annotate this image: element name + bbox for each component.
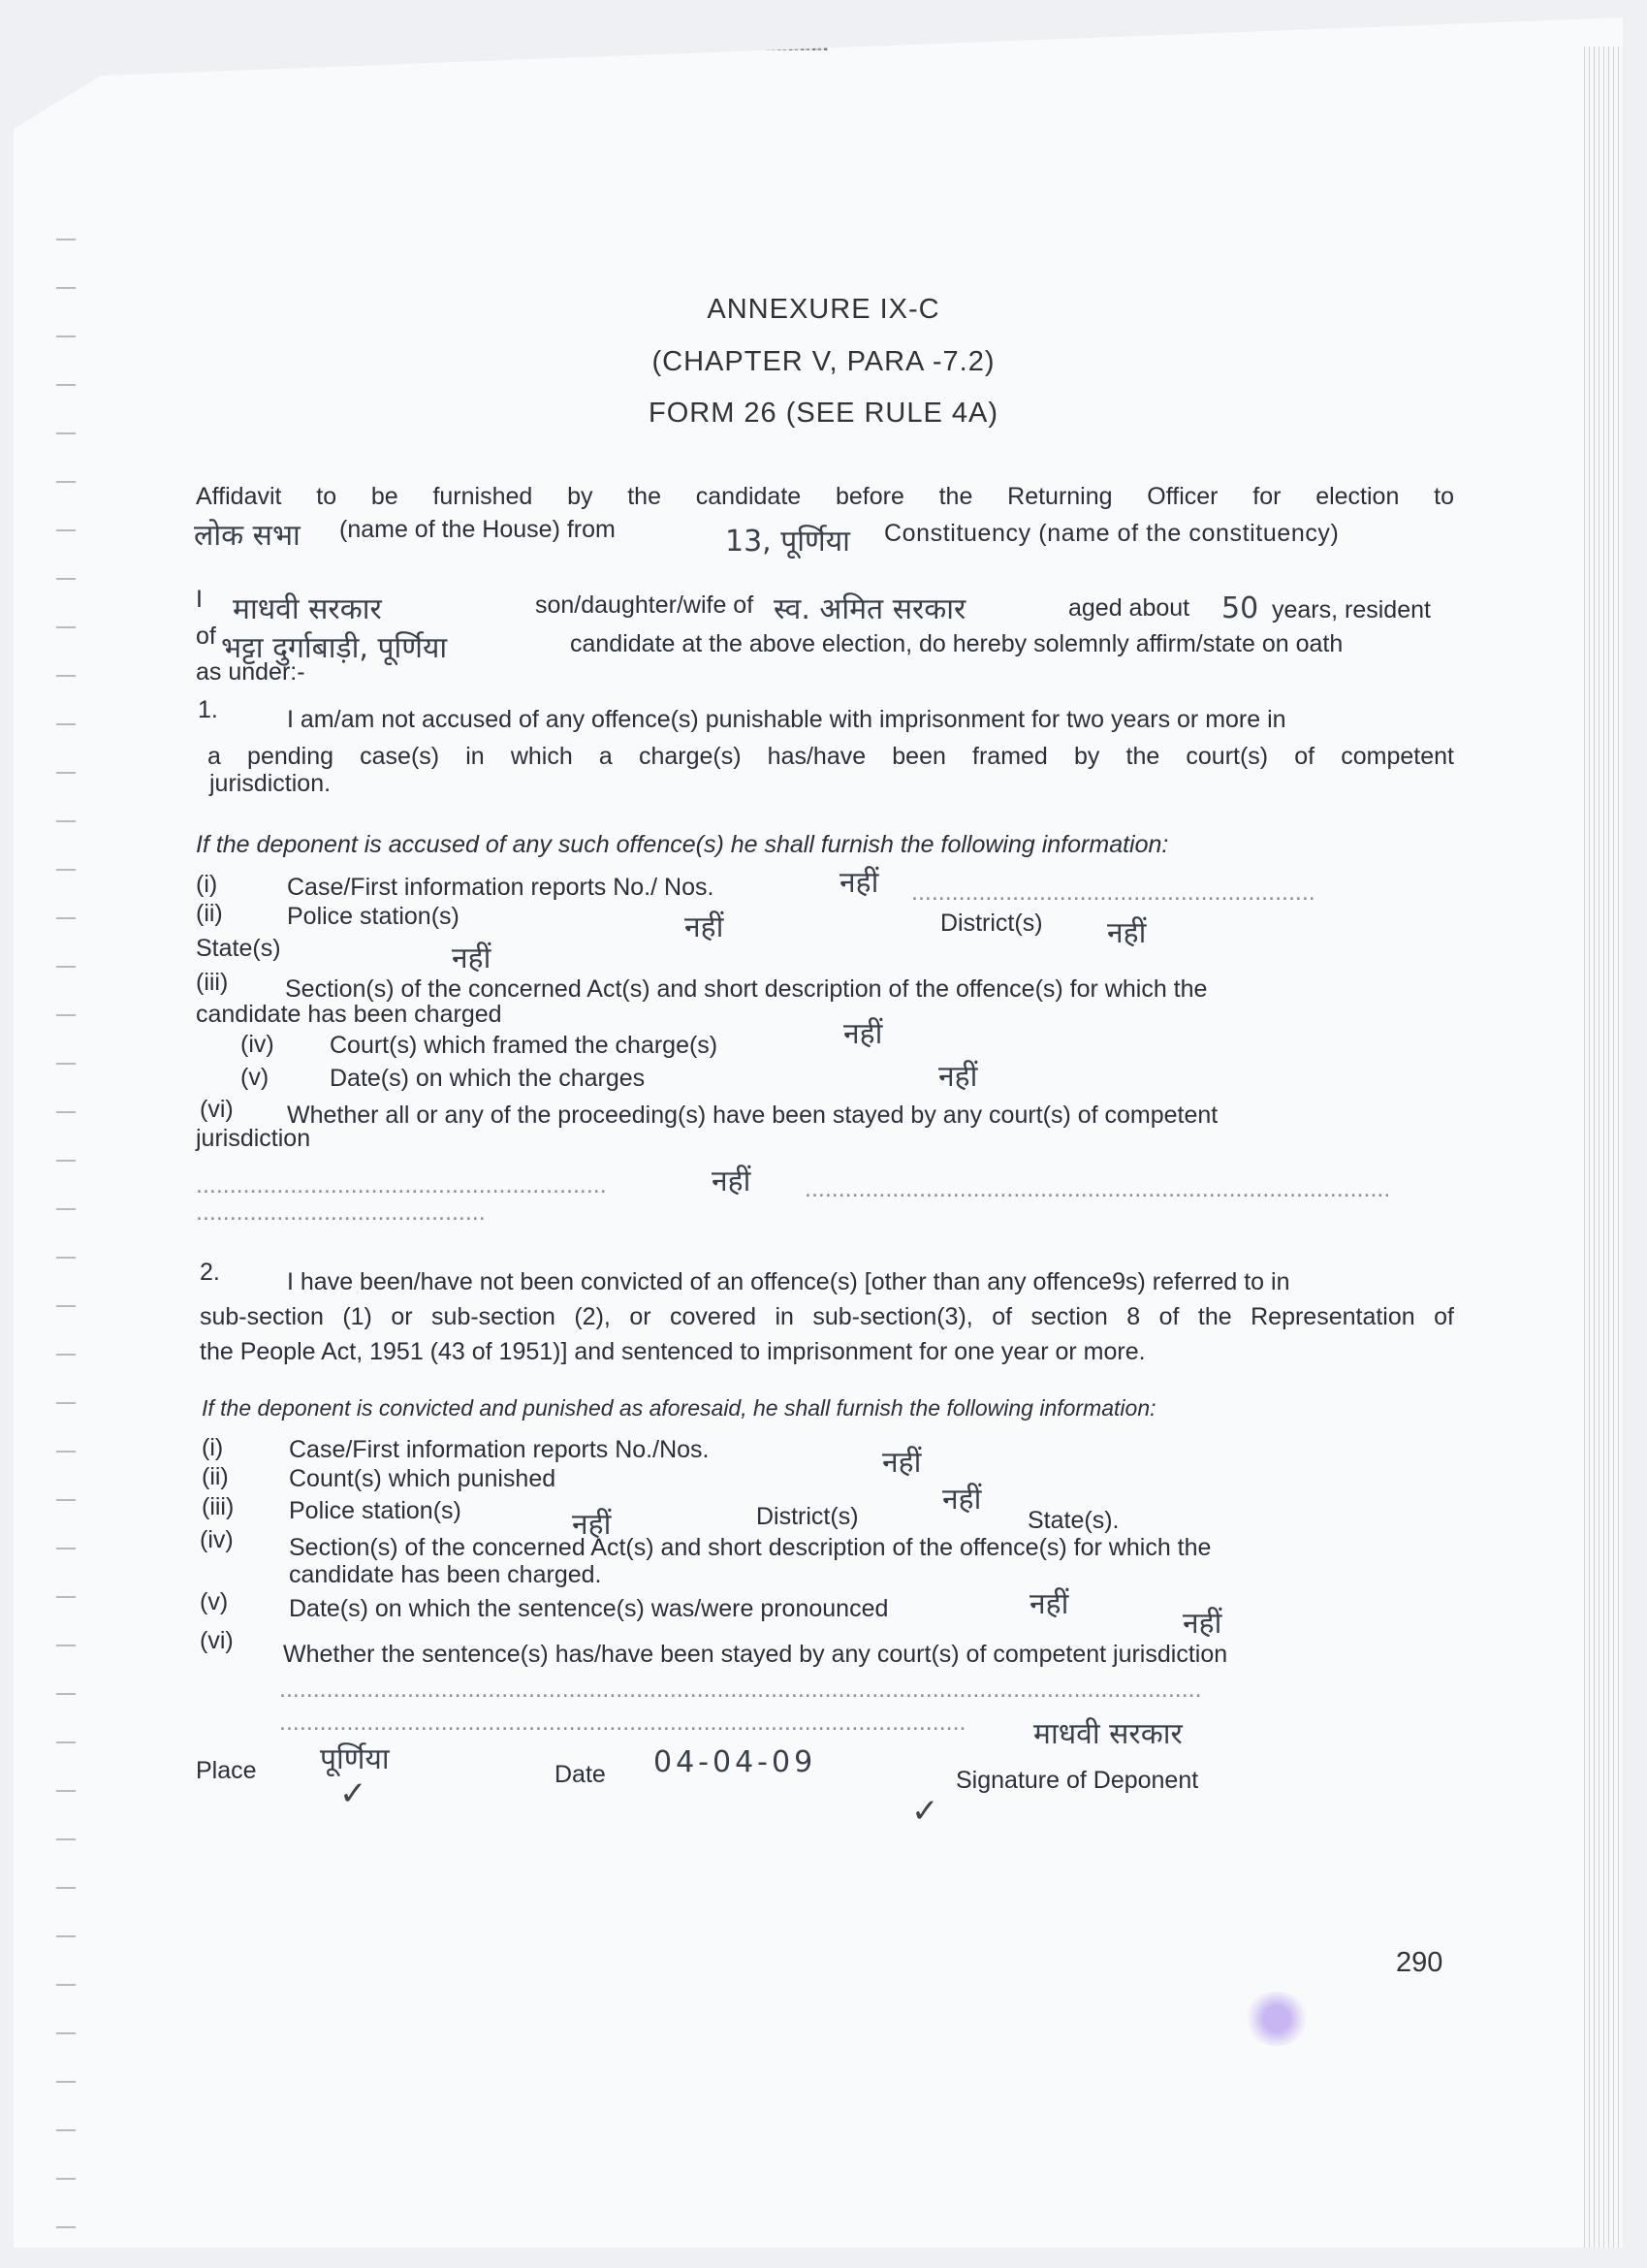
- s2-i-label: Case/First information reports No./Nos.: [289, 1436, 710, 1463]
- s2-ii-label: Count(s) which punished: [289, 1465, 556, 1492]
- deponent-aged: aged about: [1068, 594, 1190, 622]
- s2-v-label: Date(s) on which the sentence(s) was/were pronounced: [289, 1595, 889, 1622]
- annexure-title: ANNEXURE IX-C: [707, 294, 940, 325]
- margin-marks: [56, 192, 76, 2228]
- s2-iii-label: Police station(s): [289, 1497, 461, 1524]
- s2-iii-district: District(s): [756, 1503, 859, 1530]
- s2-iv-label: Section(s) of the concerned Act(s) and short description of the offence(s) for which the: [289, 1534, 1212, 1561]
- s1-ii-district-label: District(s): [940, 910, 1043, 937]
- date-label: Date: [554, 1761, 606, 1788]
- s2-i-number: (i): [202, 1434, 224, 1461]
- intro-line-2b: Constituency (name of the constituency): [884, 520, 1340, 547]
- date-handwritten: 04-04-09: [653, 1745, 817, 1779]
- section-1-line-2: a pending case(s) in which a charge(s) has/have been framed by the court(s) of competent: [207, 743, 1454, 770]
- s2-i-answer: नहीं: [882, 1446, 922, 1480]
- s2-iii-number: (iii): [202, 1493, 235, 1520]
- section-1-line-1: I am/am not accused of any offence(s) punishable with imprisonment for two years or more in: [287, 706, 1286, 733]
- s2-iii-answer: नहीं: [572, 1508, 612, 1542]
- ink-stamp-mark: [1243, 1992, 1311, 2046]
- s1-iii-label: Section(s) of the concerned Act(s) and short description of the offence(s) for which the: [285, 975, 1208, 1003]
- s2-vi-dots-2: ......................................................................................................: [279, 1709, 966, 1736]
- scan-artifact-bar: [266, 29, 828, 50]
- place-handwritten: पूर्णिया: [320, 1742, 390, 1776]
- address-handwritten: भट्टा दुर्गाबाड़ी, पूर्णिया: [221, 631, 448, 665]
- s2-vi-dots-1: .........................................................................................................................................: [279, 1676, 1202, 1703]
- section-2-line-1: I have been/have not been convicted of an offence(s) [other than any offence9s) referred to in: [287, 1268, 1290, 1295]
- check-mark-icon-2: ✓: [911, 1793, 939, 1830]
- s1-vi-dots-1: .............................................................: [196, 1171, 607, 1198]
- deponent-candidate-text: candidate at the above election, do hereby solemnly affirm/state on oath: [570, 630, 1344, 657]
- s1-vi-answer: नहीं: [712, 1165, 751, 1198]
- section-2-line-2: sub-section (1) or sub-section (2), or covered in sub-section(3), of section 8 of the Representation of: [200, 1303, 1454, 1330]
- s1-i-number: (i): [196, 871, 218, 898]
- s1-ii-label: Police station(s): [287, 903, 459, 930]
- s2-ii-answer: नहीं: [942, 1483, 982, 1517]
- section-2-instruction: If the deponent is convicted and punished as aforesaid, he shall furnish the following information:: [202, 1395, 1156, 1421]
- s2-v-number: (v): [200, 1588, 229, 1615]
- s1-vi-label: Whether all or any of the proceeding(s) have been stayed by any court(s) of competent: [287, 1102, 1219, 1129]
- age-handwritten: 50: [1221, 591, 1259, 625]
- s2-iii-state: State(s).: [1028, 1507, 1120, 1534]
- section-1-number: 1.: [198, 696, 218, 723]
- s1-state-answer: नहीं: [452, 942, 491, 975]
- deponent-years: years, resident: [1272, 596, 1431, 623]
- section-1-instruction: If the deponent is accused of any such offence(s) he shall furnish the following information:: [196, 831, 1169, 858]
- s1-i-label: Case/First information reports No./ Nos.: [287, 874, 714, 901]
- intro-line-1: Affidavit to be furnished by the candidate before the Returning Officer for election to: [196, 483, 1454, 510]
- constituency-handwritten: 13, पूर्णिया: [725, 525, 850, 559]
- s2-vi-label: Whether the sentence(s) has/have been stayed by any court(s) of competent jurisdiction: [283, 1641, 1228, 1668]
- s1-vi-cont: jurisdiction: [196, 1125, 311, 1152]
- father-name-handwritten: स्व. अमित सरकार: [774, 592, 966, 626]
- chapter-title: (CHAPTER V, PARA -7.2): [651, 346, 996, 377]
- s1-v-label: Date(s) on which the charges: [330, 1065, 646, 1092]
- page-number: 290: [1396, 1947, 1443, 1978]
- signature-label: Signature of Deponent: [956, 1767, 1199, 1794]
- form-title: FORM 26 (SEE RULE 4A): [648, 398, 999, 429]
- s1-iv-label: Court(s) which framed the charge(s): [330, 1032, 718, 1059]
- s2-iv-number: (iv): [200, 1526, 234, 1553]
- s1-vi-dots-3: ...........................................: [196, 1198, 486, 1226]
- s1-iii-cont: candidate has been charged: [196, 1001, 502, 1028]
- check-mark-icon: ✓: [339, 1775, 367, 1812]
- s2-ii-number: (ii): [202, 1463, 229, 1490]
- s1-ii-number: (ii): [196, 900, 223, 927]
- s1-v-number: (v): [240, 1064, 269, 1091]
- s1-iv-answer: नहीं: [843, 1017, 883, 1051]
- deponent-name-handwritten: माधवी सरकार: [233, 592, 382, 626]
- s1-ii-answer: नहीं: [684, 910, 724, 944]
- place-label: Place: [196, 1757, 257, 1784]
- s1-v-answer: नहीं: [938, 1060, 978, 1094]
- deponent-of: of: [196, 623, 216, 650]
- s2-vi-answer: नहीं: [1183, 1607, 1222, 1641]
- s2-v-answer: नहीं: [1029, 1587, 1069, 1621]
- s2-iv-cont: candidate has been charged.: [289, 1561, 602, 1588]
- s1-ii-district-answer: नहीं: [1107, 916, 1147, 950]
- section-2-line-3: the People Act, 1951 (43 of 1951)] and sentenced to imprisonment for one year or more.: [200, 1338, 1146, 1365]
- s1-state-label: State(s): [196, 935, 281, 962]
- s1-iv-number: (iv): [240, 1031, 274, 1058]
- s1-i-dots: ............................................................: [911, 878, 1315, 906]
- deponent-as-under: as under:-: [196, 658, 305, 686]
- s2-vi-number: (vi): [200, 1627, 234, 1654]
- section-1-line-3: jurisdiction.: [209, 770, 332, 797]
- s1-vi-number: (vi): [200, 1096, 234, 1123]
- intro-line-2a: (name of the House) from: [339, 516, 616, 543]
- deponent-relation: son/daughter/wife of: [535, 591, 754, 619]
- house-handwritten: लोक सभा: [194, 519, 301, 553]
- s1-vi-dots-2: .......................................................................................: [805, 1175, 1391, 1202]
- deponent-i: I: [196, 586, 203, 613]
- section-2-number: 2.: [200, 1259, 220, 1286]
- s1-i-answer: नहीं: [839, 866, 879, 900]
- signature-handwritten: माधवी सरकार: [1033, 1717, 1183, 1751]
- s1-iii-number: (iii): [196, 969, 229, 996]
